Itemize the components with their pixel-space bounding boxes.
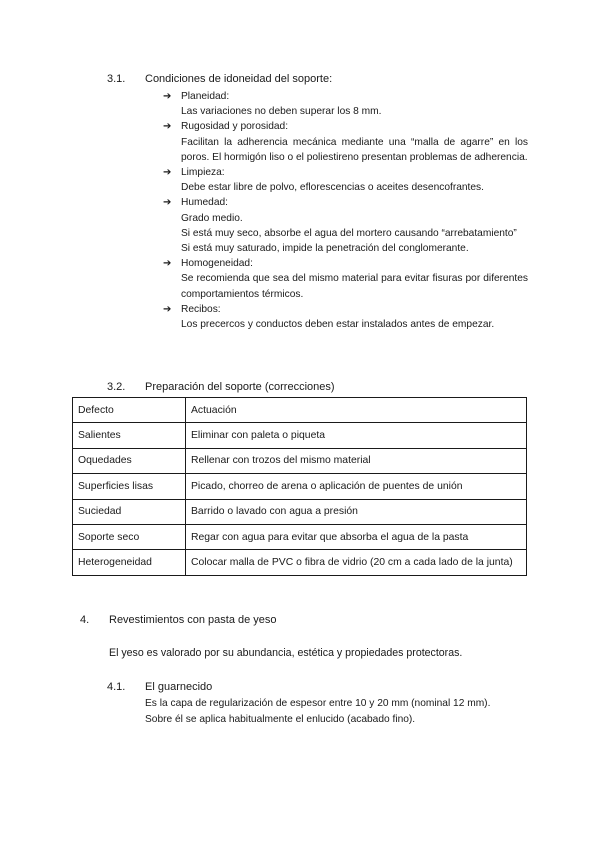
table-header-cell: Defecto [73,398,186,423]
list-item-label: Homogeneidad: [181,258,253,270]
paragraph-line: Es la capa de regularización de espesor entre 10 y 20 mm (nominal 12 mm). [145,698,491,709]
table-cell: Soporte seco [73,524,186,549]
list-item [163,302,528,332]
list-item-text: Debe estar libre de polvo, eflorescencias o aceites desencofrantes. [181,182,484,194]
section-4-1-number: 4.1. [107,681,126,693]
list-item [163,165,528,195]
list-item-label: Limpieza: [181,167,225,179]
list-item-label: Planeidad: [181,91,230,102]
list-item-text: Facilitan la adherencia mecánica mediante una “malla de agarre” en los poros. El hormigón liso o el poliestireno presentan problemas de adherencia. [181,136,528,163]
list-item-text: Si está muy saturado, impide la penetración del conglomerante. [181,243,469,255]
list-item-text: Los precercos y conductos deben estar instalados antes de empezar. [181,319,495,331]
paragraph-line: Sobre él se aplica habitualmente el enlucido (acabado fino). [145,713,416,725]
arrow-right-icon: ➔ [163,91,172,102]
section-4-1-body [145,696,528,727]
list-item-label: Recibos: [181,303,221,315]
arrow-right-icon: ➔ [163,167,172,179]
table-cell: Suciedad [73,499,186,524]
arrow-right-icon: ➔ [163,258,172,270]
list-item [163,256,528,302]
table-cell: Salientes [73,423,186,448]
suitability-conditions-list [163,89,528,332]
list-item-label: Rugosidad y porosidad: [181,121,289,133]
table-cell: Picado, chorreo de arena o aplicación de puentes de unión [186,474,527,499]
table-header-cell: Actuación [186,398,527,423]
table-row [73,448,527,473]
list-item-label: Humedad: [181,197,229,209]
section-3-1-number: 3.1. [107,73,126,85]
table-row [73,524,527,549]
table-cell: Rellenar con trozos del mismo material [186,448,527,473]
section-4-intro: El yeso es valorado por su abundancia, estética y propiedades protectoras. [109,647,463,659]
table-cell: Barrido o lavado con agua a presión [186,499,527,524]
list-item-text: Se recomienda que sea del mismo material para evitar fisuras por diferentes comportamientos térmicos. [181,273,528,300]
list-item-text: Si está muy seco, absorbe el agua del mortero causando “arrebatamiento” [181,227,517,239]
table-cell: Colocar malla de PVC o fibra de vidrio (20 cm a cada lado de la junta) [186,550,527,575]
table-cell: Eliminar con paleta o piqueta [186,423,527,448]
arrow-right-icon: ➔ [163,303,172,315]
section-4-1-title: El guarnecido [145,681,213,693]
table-row [73,499,527,524]
list-item [163,89,528,119]
table-cell: Oquedades [73,448,186,473]
table-header-row [73,398,527,423]
corrections-table [72,397,527,576]
list-item-text: Las variaciones no deben superar los 8 mm. [181,106,382,118]
list-item [163,119,528,165]
section-3-1-title: Condiciones de idoneidad del soporte: [145,73,333,85]
list-item [163,195,528,256]
section-4-number: 4. [80,614,90,626]
arrow-right-icon: ➔ [163,197,172,209]
list-item-text: Grado medio. [181,212,243,224]
section-3-2-title: Preparación del soporte (correcciones) [145,381,335,393]
table-row [73,474,527,499]
table-row [73,550,527,575]
table-cell: Superficies lisas [73,474,186,499]
table-row [73,423,527,448]
arrow-right-icon: ➔ [163,121,172,133]
section-4-title: Revestimientos con pasta de yeso [109,614,277,626]
section-3-2-number: 3.2. [107,381,126,393]
table-cell: Heterogeneidad [73,550,186,575]
table-cell: Regar con agua para evitar que absorba el agua de la pasta [186,524,527,549]
